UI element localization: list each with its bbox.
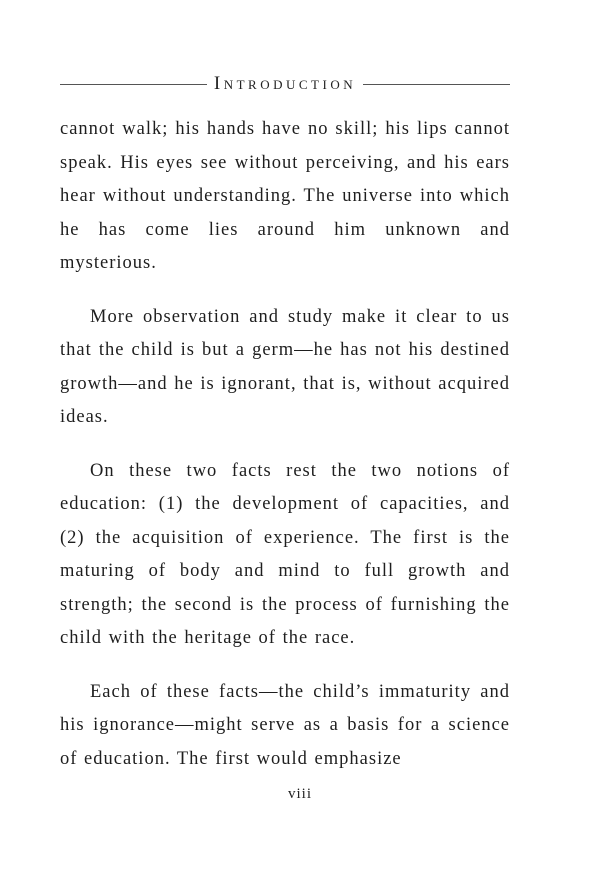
paragraph-observation: More observation and study make it clear to us that the child is but a germ—he has not his destined growth—and he is ignorant, that is, without acquired ideas. xyxy=(60,306,510,427)
right-rule xyxy=(363,84,510,85)
left-rule xyxy=(60,84,207,85)
body-text xyxy=(60,113,510,776)
paragraph-science-of-education: Each of these facts—the child’s immaturity and his ignorance—might serve as a basis for a science of education. The first would emphasize xyxy=(60,681,510,769)
running-head xyxy=(60,68,510,100)
running-title: Introduction xyxy=(213,73,357,94)
paragraph-continued: cannot walk; his hands have no skill; his lips cannot speak. His eyes see without perceiving, and his ears hear without understanding. The universe into which he has come lies around him unknown and mysterious. xyxy=(60,119,510,273)
page-number: viii xyxy=(287,786,312,802)
paragraph-two-facts: On these two facts rest the two notions of education: (1) the development of capacities, and (2) the acquisition of experience. The first is the maturing of body and mind to full growth and strength; the second is the process of furnishing the child with the heritage of the race. xyxy=(60,460,510,648)
